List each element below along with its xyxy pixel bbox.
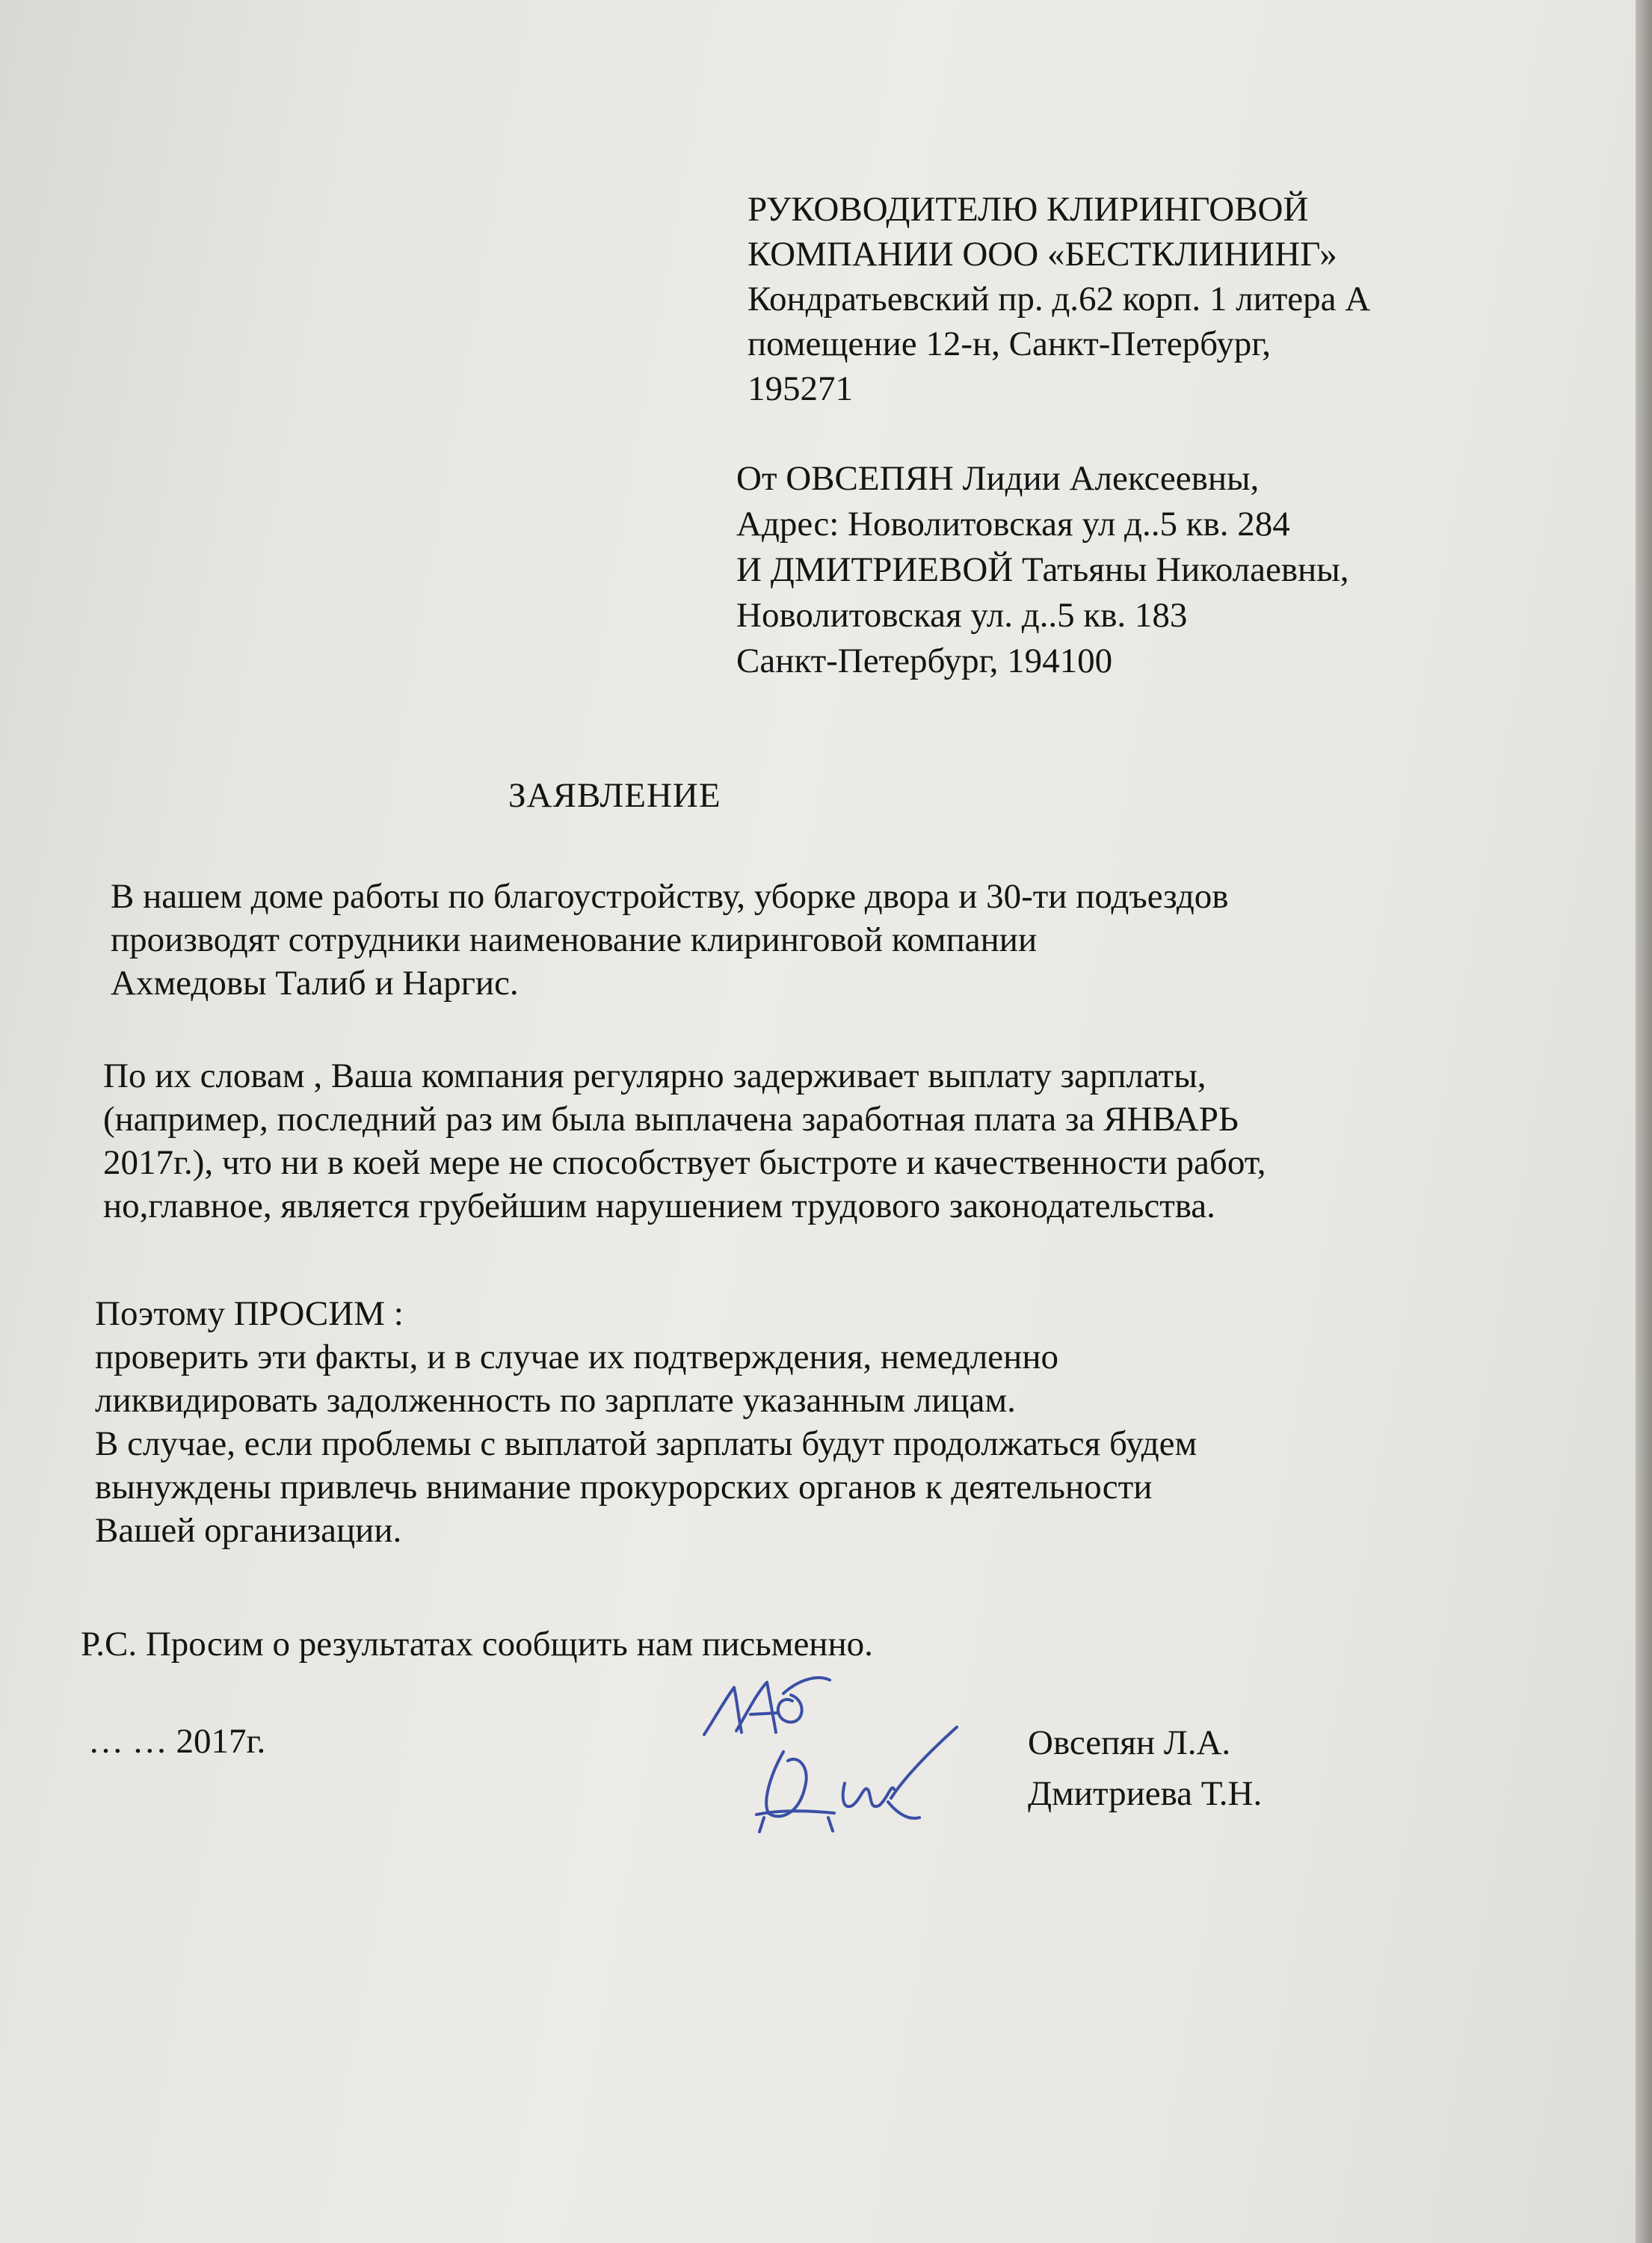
date: … … 2017г. bbox=[88, 1722, 266, 1761]
paragraph-line: вынуждены привлечь внимание прокурорских органов к деятельности bbox=[95, 1468, 1153, 1507]
signatory-name-2: Дмитриева Т.Н. bbox=[1028, 1774, 1263, 1813]
sender-line: Новолитовская ул. д..5 кв. 183 bbox=[736, 596, 1188, 635]
addressee-line: КОМПАНИИ ООО «БЕСТКЛИНИНГ» bbox=[748, 235, 1337, 274]
paragraph-2 bbox=[103, 1054, 1266, 1228]
paragraph-line: Поэтому ПРОСИМ : bbox=[95, 1294, 404, 1333]
paragraph-1 bbox=[111, 875, 1228, 1005]
signatory-name-1: Овсепян Л.А. bbox=[1028, 1723, 1231, 1762]
sender-line: От ОВСЕПЯН Лидии Алексеевны, bbox=[736, 459, 1260, 498]
paragraph-line: 2017г.), что ни в коей мере не способствует быстроте и качественности работ, bbox=[103, 1143, 1266, 1182]
paragraph-line: Вашей организации. bbox=[95, 1511, 402, 1550]
paragraph-3 bbox=[95, 1292, 1197, 1552]
paragraph-line: В нашем доме работы по благоустройству, уборке двора и 30-ти подъездов bbox=[111, 877, 1229, 916]
addressee-line: РУКОВОДИТЕЛЮ КЛИРИНГОВОЙ bbox=[748, 190, 1309, 229]
handwritten-signature bbox=[695, 1671, 1009, 1850]
paragraph-line: ликвидировать задолженность по зарплате указанным лицам. bbox=[95, 1381, 1016, 1420]
paragraph-line: но,главное, является грубейшим нарушением трудового законодательства. bbox=[103, 1187, 1215, 1225]
sender-line: Санкт-Петербург, 194100 bbox=[736, 641, 1113, 680]
postscript: Р.С. Просим о результатах сообщить нам письменно. bbox=[81, 1625, 873, 1664]
paragraph-line: Ахмедовы Талиб и Наргис. bbox=[111, 964, 519, 1003]
addressee-line: 195271 bbox=[748, 369, 853, 408]
paragraph-line: (например, последний раз им была выплачена заработная плата за ЯНВАРЬ bbox=[103, 1100, 1239, 1139]
sender-line: И ДМИТРИЕВОЙ Татьяны Николаевны, bbox=[736, 550, 1349, 589]
addressee-line: Кондратьевский пр. д.62 корп. 1 литера А bbox=[748, 280, 1371, 319]
addressee-block bbox=[748, 187, 1370, 411]
paragraph-line: проверить эти факты, и в случае их подтверждения, немедленно bbox=[95, 1338, 1058, 1376]
sender-line: Адрес: Новолитовская ул д..5 кв. 284 bbox=[736, 505, 1290, 544]
addressee-line: помещение 12-н, Санкт-Петербург, bbox=[748, 324, 1271, 363]
document-title: ЗАЯВЛЕНИЕ bbox=[508, 776, 721, 815]
page-edge-shadow bbox=[1636, 0, 1652, 2243]
paragraph-line: По их словам , Ваша компания регулярно задерживает выплату зарплаты, bbox=[103, 1056, 1206, 1095]
paragraph-line: производят сотрудники наименование клиринговой компании bbox=[111, 920, 1038, 959]
paragraph-line: В случае, если проблемы с выплатой зарплаты будут продолжаться будем bbox=[95, 1424, 1198, 1463]
sender-block bbox=[736, 456, 1349, 684]
